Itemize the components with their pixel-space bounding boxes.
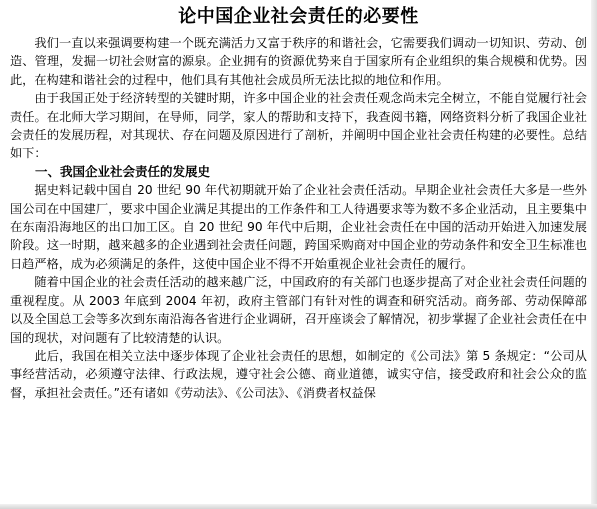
intro-paragraph-1: 我们一直以来强调要构建一个既充满活力又富于秩序的和谐社会，它需要我们调动一切知识、劳动、创造、管理，发掘一切社会财富的源泉。企业拥有的资源优势来自于国家所有企业组织的集合规模和优势。因此，在构建和谐社会的过程中，他们具有其他社会成员所无法比拟的地位和作用。 [10,36,587,87]
section-paragraph-2: 随着中国企业的社会责任活动的越来越广泛，中国政府的有关部门也逐步提高了对企业社会责任问题的重视程度。从 2003 年底到 2004 年初，政府主管部门有针对性的调查和研究活动。商务部、劳动保障部以及全国总工会等多次到东南沿海各省进行企业调研，召开座谈会了解情况，初步掌握了企业社会责任在中国的现状，对问题有了比较清楚的认识。 [10,275,587,345]
intro-paragraph-2: 由于我国正处于经济转型的关键时期，许多中国企业的社会责任观念尚未完全树立，不能自觉履行社会责任。在北师大学习期间，在导师，同学，家人的帮助和支持下，我查阅书籍，网络资料分析了我国企业社会责任的发展历程，对其现状、存在问题及原因进行了剖析，并阐明中国企业社会责任构建的必要性。总结如下： [10,91,587,161]
section-heading: 一、我国企业社会责任的发展史 [35,163,211,179]
document-title: 论中国企业社会责任的必要性 [178,6,419,27]
section-paragraph-1: 据史料记载中国自 20 世纪 90 年代初期就开始了企业社会责任活动。早期企业社会责任大多是一些外国公司在中国建厂，要求中国企业满足其提出的工作条件和工人待遇要求等为数不多企业活动，且主要集中在东南沿海地区的出口加工区。自 20 世纪 90 年代中后期，企业社会责任在中国的活动开始进入加速发展阶段。这一时期，越来越多的企业遇到社会责任问题，跨国采购商对中国企业的劳动条件和安全卫生标准也日趋严格，成为必须满足的条件，这使中国企业不得不开始重视企业社会责任的履行。 [10,183,587,271]
bottom-edge-shadow [0,504,597,509]
section-paragraph-3: 此后，我国在相关立法中逐步体现了企业社会责任的思想，如制定的《公司法》第 5 条规定：“公司从事经营活动，必须遵守法律、行政法规，遵守社会公德、商业道德，诚实守信，接受政府和社会公众的监督，承担社会责任。”还有诸如《劳动法》、《公司法》、《消费者权益保 [10,348,587,400]
right-edge-shadow [591,0,597,509]
